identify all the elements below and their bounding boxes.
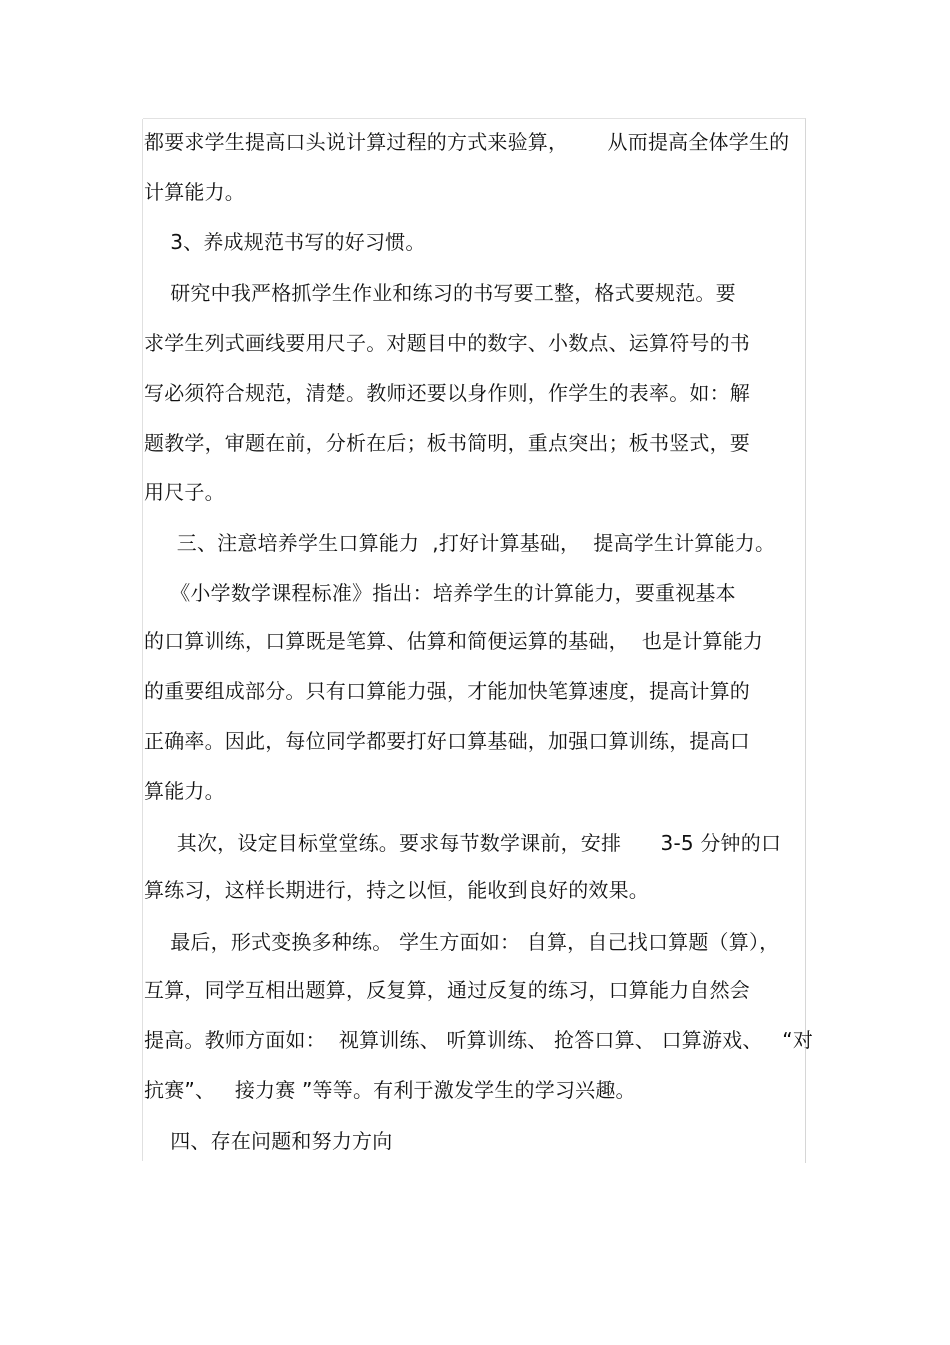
text-line-1: 都要求学生提高口头说计算过程的方式来验算， 从而提高全体学生的	[144, 130, 790, 154]
text-line-17: 最后，形式变换多种练。 学生方面如： 自算，自己找口算题（算），	[144, 930, 780, 954]
text-line-3: 3、养成规范书写的好习惯。	[144, 230, 426, 254]
text-line-20: 抗赛”、 接力赛 ”等等。有利于激发学生的学习兴趣。	[144, 1078, 636, 1102]
text-line-7: 题教学，审题在前，分析在后；板书简明，重点突出；板书竖式，要	[144, 431, 750, 455]
text-line-19: 提高。教师方面如： 视算训练、 听算训练、 抢答口算、 口算游戏、 “对	[144, 1028, 814, 1052]
text-line-5: 求学生列式画线要用尺子。对题目中的数字、小数点、运算符号的书	[144, 331, 750, 355]
text-line-4: 研究中我严格抓学生作业和练习的书写要工整，格式要规范。要	[144, 281, 736, 305]
text-line-8: 用尺子。	[144, 480, 225, 504]
text-line-18: 互算，同学互相出题算，反复算，通过反复的练习，口算能力自然会	[144, 978, 750, 1002]
text-line-13: 正确率。因此，每位同学都要打好口算基础，加强口算训练，提高口	[144, 729, 750, 753]
text-line-14: 算能力。	[144, 779, 225, 803]
section-heading-4: 四、存在问题和努力方向	[144, 1129, 393, 1153]
text-line-16: 算练习，这样长期进行，持之以恒，能收到良好的效果。	[144, 878, 649, 902]
text-line-6: 写必须符合规范，清楚。教师还要以身作则，作学生的表率。如：解	[144, 381, 750, 405]
text-line-12: 的重要组成部分。只有口算能力强，才能加快笔算速度，提高计算的	[144, 679, 750, 703]
text-line-15: 其次，设定目标堂堂练。要求每节数学课前，安排 3-5 分钟的口	[144, 831, 782, 855]
text-line-2: 计算能力。	[144, 180, 245, 204]
text-line-10: 《小学数学课程标准》指出：培养学生的计算能力，要重视基本	[144, 581, 736, 605]
text-line-11: 的口算训练，口算既是笔算、估算和简便运算的基础， 也是计算能力	[144, 629, 764, 653]
section-heading-3: 三、注意培养学生口算能力 ,打好计算基础， 提高学生计算能力。	[144, 531, 776, 555]
